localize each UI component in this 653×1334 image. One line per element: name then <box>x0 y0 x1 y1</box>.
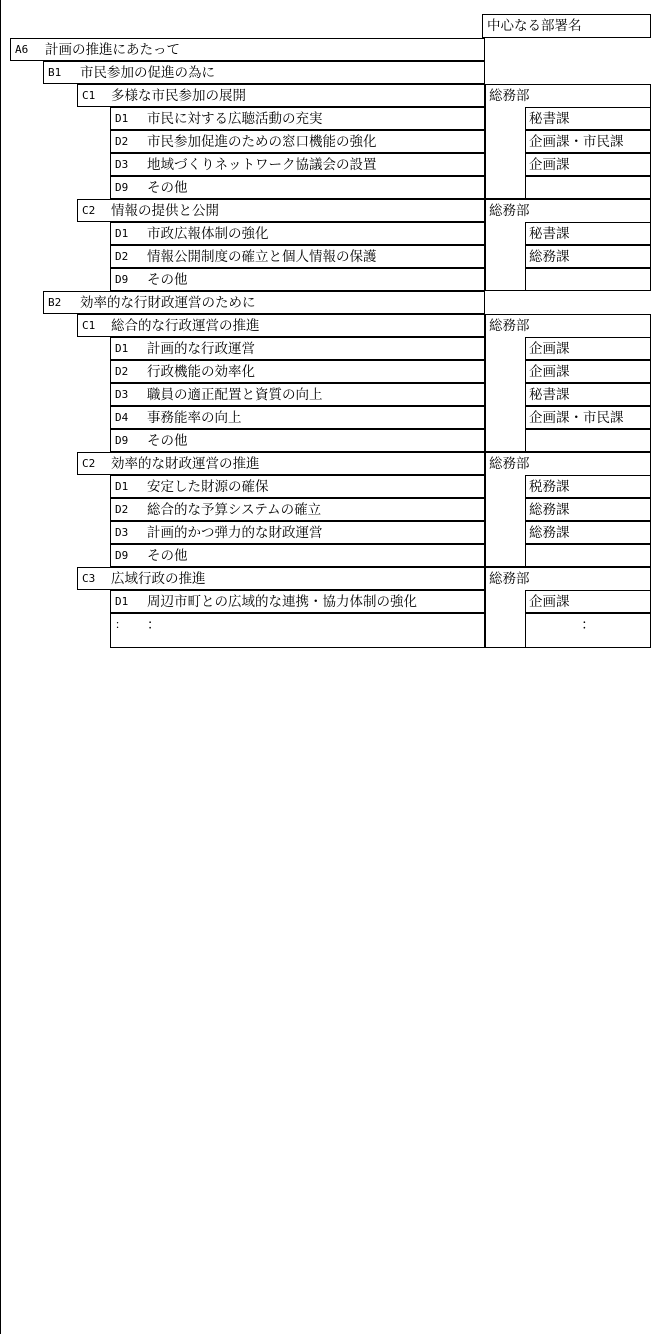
row-label: 市民参加促進のための窓口機能の強化 <box>147 134 377 150</box>
section-cell-4[interactable] <box>525 130 651 153</box>
row-label: 効率的な財政運営の推進 <box>111 456 260 472</box>
row-label: 計画的な行政運営 <box>147 341 255 357</box>
section-name: 総務課 <box>529 525 570 541</box>
row-label: 情報公開制度の確立と個人情報の保護 <box>147 249 377 265</box>
section-name: 秘書課 <box>529 387 570 403</box>
row-code: D1 <box>115 595 129 608</box>
section-name: 企画課 <box>529 364 570 380</box>
section-name: 企画課 <box>529 341 570 357</box>
row-code: D1 <box>115 342 129 355</box>
row-d-14[interactable] <box>110 360 485 383</box>
section-name: 税務課 <box>529 479 570 495</box>
row-d-22[interactable] <box>110 544 485 567</box>
row-label: 広域行政の推進 <box>111 571 206 587</box>
row-label: 計画の推進にあたって <box>45 42 180 58</box>
row-code: ： <box>115 618 126 631</box>
row-code: D2 <box>115 365 129 378</box>
row-label: 安定した財源の確保 <box>147 479 269 495</box>
row-code: B1 <box>48 66 62 79</box>
row-label: 行政機能の効率化 <box>147 364 255 380</box>
row-d-10[interactable] <box>110 268 485 291</box>
row-label: 地域づくりネットワーク協議会の設置 <box>147 157 377 173</box>
dept-name: 総務部 <box>489 571 530 587</box>
section-name: 企画課 <box>529 594 570 610</box>
row-label: ： <box>147 617 161 633</box>
row-d-20[interactable] <box>110 498 485 521</box>
section-name: 企画課・市民課 <box>529 134 624 150</box>
row-code: D3 <box>115 526 129 539</box>
row-label: その他 <box>147 272 188 288</box>
section-cell-25[interactable] <box>525 613 651 648</box>
row-label: 事務能率の向上 <box>147 410 242 426</box>
row-d-24[interactable] <box>110 590 485 613</box>
row-code: C2 <box>82 204 96 217</box>
row-d-16[interactable] <box>110 406 485 429</box>
row-d-13[interactable] <box>110 337 485 360</box>
row-code: D2 <box>115 250 129 263</box>
section-name: 総務課 <box>529 249 570 265</box>
row-label: その他 <box>147 433 188 449</box>
section-cell-9[interactable] <box>525 245 651 268</box>
section-cell-24[interactable] <box>525 590 651 613</box>
row-code: C1 <box>82 319 96 332</box>
row-code: B2 <box>48 296 62 309</box>
section-name: ： <box>581 617 595 633</box>
section-name: 企画課・市民課 <box>529 410 624 426</box>
section-name: 企画課 <box>529 157 570 173</box>
row-b-1[interactable] <box>43 61 485 84</box>
row-code: D9 <box>115 549 129 562</box>
section-cell-5[interactable] <box>525 153 651 176</box>
row-code: D9 <box>115 434 129 447</box>
row-c-12[interactable] <box>77 314 485 337</box>
row-d-3[interactable] <box>110 107 485 130</box>
section-name: 秘書課 <box>529 111 570 127</box>
level-b-rule-11 <box>0 840 2 1197</box>
row-d-9[interactable] <box>110 245 485 268</box>
dept-name: 総務部 <box>489 88 530 104</box>
row-code: D1 <box>115 480 129 493</box>
row-code: D2 <box>115 135 129 148</box>
row-code: D3 <box>115 388 129 401</box>
row-label: 総合的な行政運営の推進 <box>111 318 260 334</box>
row-d-15[interactable] <box>110 383 485 406</box>
section-cell-19[interactable] <box>525 475 651 498</box>
level-c-rule-2 <box>0 1197 2 1312</box>
row-code: C2 <box>82 457 96 470</box>
dept-name: 総務部 <box>489 456 530 472</box>
row-code: D1 <box>115 227 129 240</box>
row-code: D9 <box>115 273 129 286</box>
section-name: 秘書課 <box>529 226 570 242</box>
row-d-19[interactable] <box>110 475 485 498</box>
section-cell-13[interactable] <box>525 337 651 360</box>
row-code: C3 <box>82 572 96 585</box>
section-cell-21[interactable] <box>525 521 651 544</box>
row-c-2[interactable] <box>77 84 485 107</box>
row-label: 多様な市民参加の展開 <box>111 88 246 104</box>
row-label: その他 <box>147 548 188 564</box>
dept-column-header: 中心なる部署名 <box>482 14 651 38</box>
row-d-21[interactable] <box>110 521 485 544</box>
section-cell-22[interactable] <box>525 544 651 567</box>
section-cell-15[interactable] <box>525 383 651 406</box>
section-cell-10[interactable] <box>525 268 651 291</box>
dept-name: 総務部 <box>489 203 530 219</box>
row-d-17[interactable] <box>110 429 485 452</box>
row-b-11[interactable] <box>43 291 485 314</box>
section-cell-8[interactable] <box>525 222 651 245</box>
level-c-right-rule-2 <box>0 1312 2 1334</box>
section-name: 総務課 <box>529 502 570 518</box>
row-label: 情報の提供と公開 <box>111 203 219 219</box>
row-d-5[interactable] <box>110 153 485 176</box>
row-code: A6 <box>15 43 29 56</box>
row-label: 効率的な行財政運営のために <box>80 295 256 311</box>
level-a-rule <box>0 0 2 610</box>
row-code: D3 <box>115 158 129 171</box>
section-cell-20[interactable] <box>525 498 651 521</box>
row-d-25[interactable] <box>110 613 485 648</box>
row-label: 総合的な予算システムの確立 <box>147 502 322 518</box>
row-label: 市民に対する広聴活動の充実 <box>147 111 323 127</box>
section-cell-6[interactable] <box>525 176 651 199</box>
level-b-rule-1 <box>0 610 2 840</box>
section-cell-17[interactable] <box>525 429 651 452</box>
row-d-4[interactable] <box>110 130 485 153</box>
dept-name: 総務部 <box>489 318 530 334</box>
row-d-6[interactable] <box>110 176 485 199</box>
row-label: 周辺市町との広域的な連携・協力体制の強化 <box>147 594 417 610</box>
section-cell-14[interactable] <box>525 360 651 383</box>
row-code: D9 <box>115 181 129 194</box>
section-cell-16[interactable] <box>525 406 651 429</box>
row-label: 市民参加の促進の為に <box>80 65 215 81</box>
row-label: 計画的かつ弾力的な財政運営 <box>147 525 323 541</box>
row-c-18[interactable] <box>77 452 485 475</box>
row-label: その他 <box>147 180 188 196</box>
row-code: C1 <box>82 89 96 102</box>
row-c-23[interactable] <box>77 567 485 590</box>
section-cell-3[interactable] <box>525 107 651 130</box>
row-code: D2 <box>115 503 129 516</box>
row-d-8[interactable] <box>110 222 485 245</box>
row-label: 職員の適正配置と資質の向上 <box>147 387 323 403</box>
row-code: D4 <box>115 411 129 424</box>
row-code: D1 <box>115 112 129 125</box>
row-a-0[interactable] <box>10 38 485 61</box>
row-c-7[interactable] <box>77 199 485 222</box>
row-label: 市政広報体制の強化 <box>147 226 269 242</box>
